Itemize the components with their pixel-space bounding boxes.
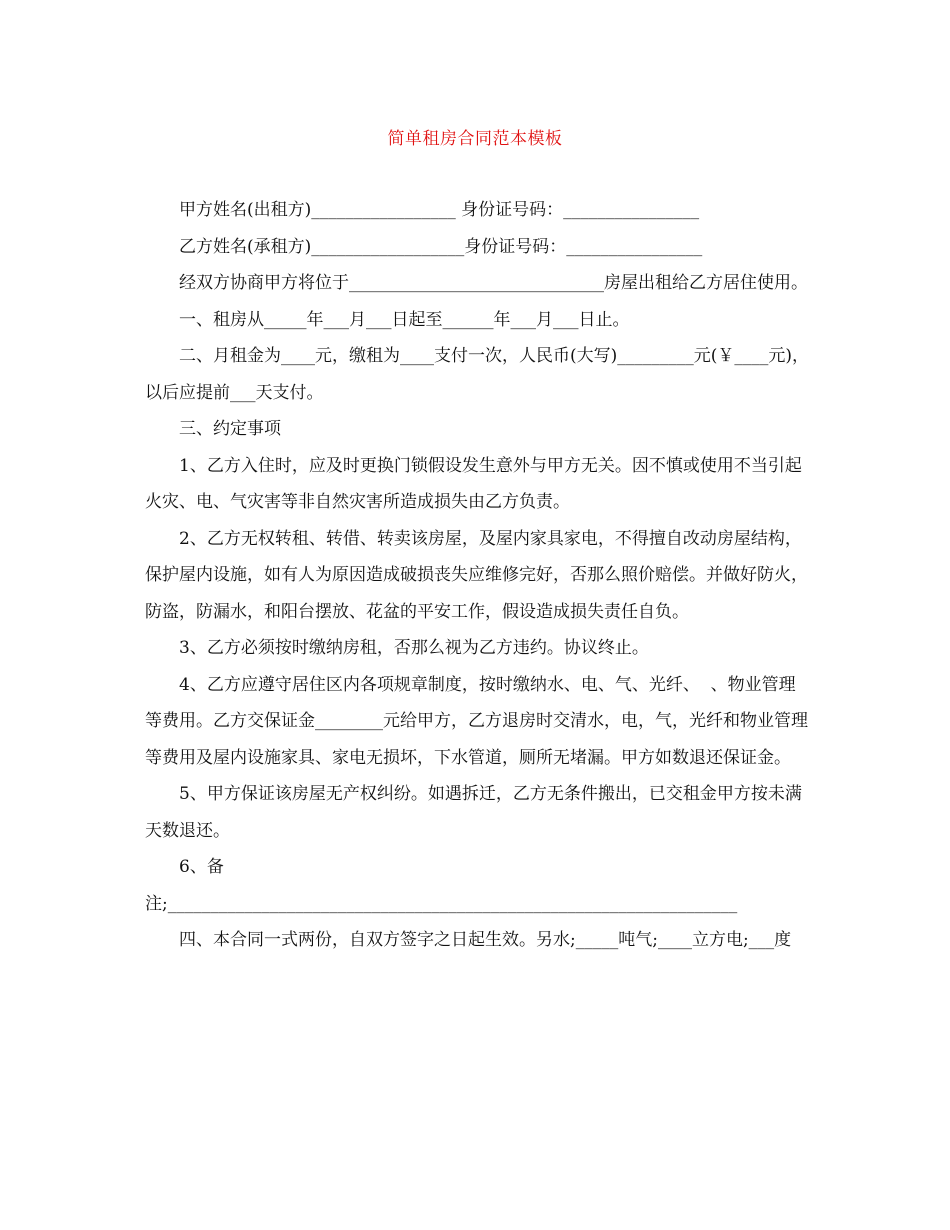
property-location-paragraph: 经双方协商甲方将位于______________________________房屋出租给乙方居住使用。	[179, 273, 808, 293]
document-body	[145, 192, 810, 959]
clause-2: 2、乙方无权转租、转借、转卖该房屋，及屋内家具家电，不得擅自改动房屋结构，保护屋内设施，如有人为原因造成破损丧失应维修完好，否那么照价赔偿。并做好防火，防盗，防漏水，和阳台摆放、花盆的平安工作，假设造成损失责任自负。	[145, 528, 808, 622]
document-title: 简单租房合同范本模板	[387, 129, 563, 149]
remarks-line: 注;___________________________________________________________________	[145, 893, 738, 914]
agreed-matters-heading: 三、约定事项	[179, 419, 281, 439]
rental-period-paragraph: 一、租房从_____年___月___日起至______年___月___日止。	[179, 309, 630, 330]
section-4-paragraph: 四、本合同一式两份，自双方签字之日起生效。另水;_____吨气;____立方电;___度	[179, 930, 792, 950]
rent-amount-paragraph: 二、月租金为____元，缴租为____支付一次，人民币(大写)_________元(￥____元)，以后应提前___天支付。	[145, 346, 810, 403]
party-a-line: 甲方姓名(出租方)_________________ 身份证号码：________________	[179, 200, 700, 220]
clause-3: 3、乙方必须按时缴纳房租，否那么视为乙方违约。协议终止。	[179, 638, 649, 658]
party-b-line: 乙方姓名(承租方)__________________身份证号码：________________	[179, 236, 703, 257]
clause-6-label: 6、备	[179, 857, 224, 877]
clause-4: 4、乙方应遵守居住区内各项规章制度，按时缴纳水、电、气、光纤、 、物业管理等费用。乙方交保证金________元给甲方，乙方退房时交清水，电，气，光纤和物业管理等费用及屋内设施家具、家电无损坏，下水管道，厕所无堵漏。甲方如数退还保证金。	[145, 674, 808, 768]
clause-1: 1、乙方入住时，应及时更换门锁假设发生意外与甲方无关。因不慎或使用不当引起火灾、电、气灾害等非自然灾害所造成损失由乙方负责。	[145, 455, 802, 512]
clause-5: 5、甲方保证该房屋无产权纠纷。如遇拆迁，乙方无条件搬出，已交租金甲方按未满天数退还。	[145, 784, 802, 841]
